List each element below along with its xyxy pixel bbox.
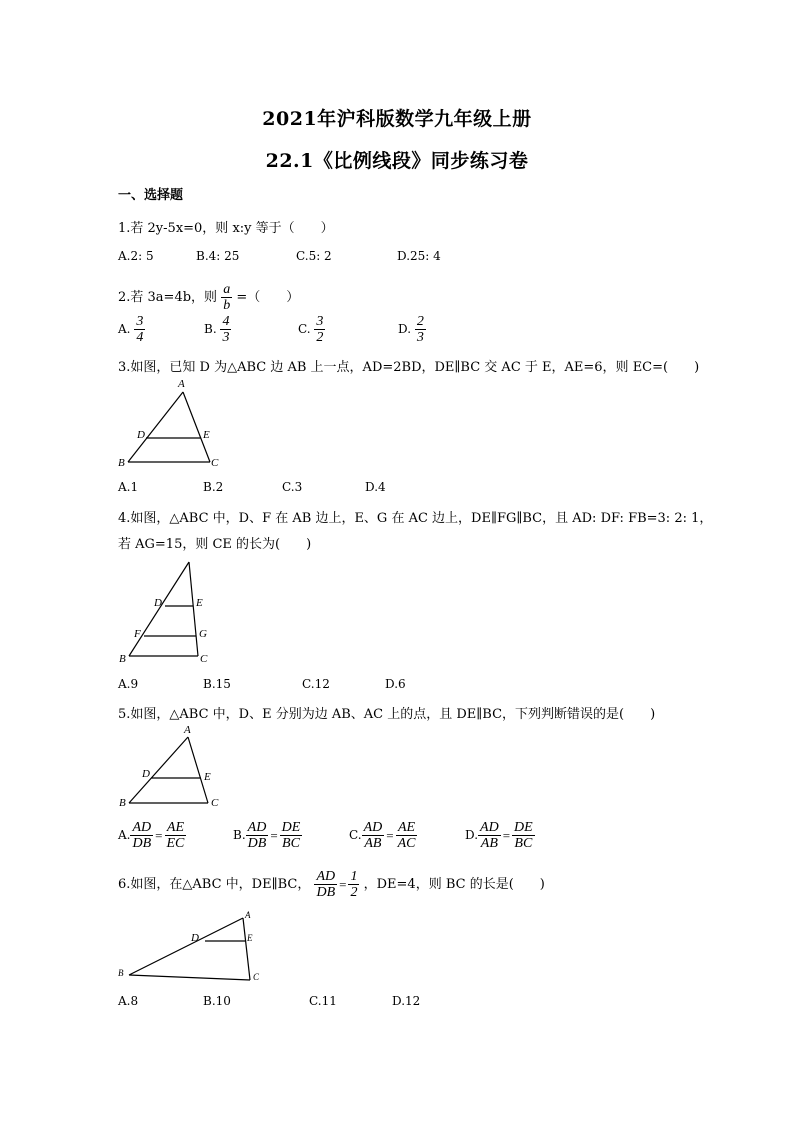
q6-option-a: A.8 xyxy=(118,994,139,1008)
fraction-denominator: AC xyxy=(397,836,416,851)
section-heading: 一、选择题 xyxy=(118,188,184,203)
vertex-label-a: A xyxy=(178,378,185,390)
vertex-label-e: E xyxy=(196,597,203,609)
question-3-stem: 3.如图，已知 D 为△ABC 边 AB 上一点，AD=2BD，DE∥BC 交 AC 于 E，AE=6，则 EC=( ) xyxy=(118,360,700,375)
vertex-label-e: E xyxy=(247,933,253,943)
side-ac xyxy=(243,918,250,980)
fraction-numerator: AE xyxy=(165,820,187,836)
option-label: B. xyxy=(204,322,217,336)
fraction-denominator: 2 xyxy=(316,330,324,345)
question-4-stem-line1: 4.如图，△ABC 中，D、F 在 AB 边上，E、G 在 AC 边上，DE∥FG∥BC，且 AD: DF: FB=3: 2: 1， xyxy=(118,511,713,526)
vertex-label-b: B xyxy=(119,797,126,809)
q3-option-c: C.3 xyxy=(282,480,303,494)
fraction-numerator: AD xyxy=(247,820,267,835)
document-title: 2021年沪科版数学九年级上册 xyxy=(262,108,532,130)
vertex-label-d: D xyxy=(154,597,162,609)
vertex-label-d: D xyxy=(191,932,199,944)
fraction-numerator: AE xyxy=(396,820,418,836)
fraction-denominator: DB xyxy=(247,836,267,851)
vertex-label-e: E xyxy=(204,771,211,783)
q2-stem-text-end: =（ ） xyxy=(236,290,300,305)
q6-option-b: B.10 xyxy=(203,994,231,1008)
fraction-denominator: 3 xyxy=(222,330,230,345)
vertex-label-a: A xyxy=(245,910,251,920)
question-5-stem: 5.如图，△ABC 中，D、E 分别为边 AB、AC 上的点，且 DE∥BC，下列判断错误的是( ) xyxy=(118,707,656,722)
equals-sign: = xyxy=(155,827,163,843)
fraction-denominator: b xyxy=(223,298,231,313)
vertex-label-c: C xyxy=(253,972,260,982)
fraction-numerator: AD xyxy=(480,820,499,835)
option-label: B. xyxy=(233,828,246,842)
fraction-denominator: DB xyxy=(132,836,152,851)
vertex-label-b: B xyxy=(118,457,125,469)
fraction-numerator: 4 xyxy=(222,314,230,329)
option-label: C. xyxy=(298,322,311,336)
side-bc xyxy=(129,975,250,980)
vertex-label-c: C xyxy=(200,653,208,665)
vertex-label-c: C xyxy=(211,457,219,469)
fraction-numerator: DE xyxy=(514,820,533,835)
equals-sign: = xyxy=(386,827,394,843)
option-label: A. xyxy=(118,828,131,842)
question-1-stem: 1.若 2y-5x=0，则 x:y 等于（ ） xyxy=(118,221,334,236)
vertex-label-d: D xyxy=(137,429,145,441)
fraction-numerator: AD xyxy=(316,869,336,884)
q6-stem-text-end: ，DE=4，则 BC 的长是( ) xyxy=(363,877,545,892)
q4-option-d: D.6 xyxy=(385,677,406,691)
fraction-numerator: a xyxy=(223,282,231,297)
q3-option-a: A.1 xyxy=(118,480,139,494)
vertex-label-f: F xyxy=(134,628,141,640)
q1-option-d: D.25: 4 xyxy=(397,249,441,263)
side-ab xyxy=(129,918,243,975)
option-label: A. xyxy=(118,322,131,336)
option-label: C. xyxy=(349,828,362,842)
q3-option-b: B.2 xyxy=(203,480,224,494)
q1-option-b: B.4: 25 xyxy=(196,249,240,263)
document-subtitle: 22.1《比例线段》同步练习卷 xyxy=(265,150,529,172)
fraction-numerator: 3 xyxy=(316,314,324,329)
equals-sign: = xyxy=(339,876,347,892)
equals-sign: = xyxy=(502,827,511,843)
vertex-label-d: D xyxy=(142,768,150,780)
q4-option-c: C.12 xyxy=(302,677,330,691)
q1-option-c: C.5: 2 xyxy=(296,249,332,263)
fraction-numerator: 1 xyxy=(350,869,358,884)
fraction-denominator: DB xyxy=(316,885,336,900)
fraction-numerator: 3 xyxy=(136,314,144,329)
q6-stem-text: 6.如图，在△ABC 中，DE∥BC， xyxy=(118,877,311,892)
vertex-label-e: E xyxy=(203,429,210,441)
q6-option-c: C.11 xyxy=(309,994,337,1008)
fraction-denominator: 3 xyxy=(416,330,424,345)
fraction-numerator: DE xyxy=(281,820,301,835)
vertex-label-g: G xyxy=(199,628,207,640)
fraction-denominator: 4 xyxy=(136,330,144,345)
q2-stem-text: 2.若 3a=4b，则 xyxy=(118,290,218,305)
fraction-numerator: AD xyxy=(132,820,152,835)
fraction-denominator: EC xyxy=(166,836,185,851)
q4-option-a: A.9 xyxy=(118,677,139,691)
q3-option-d: D.4 xyxy=(365,480,386,494)
q1-option-a: A.2: 5 xyxy=(118,249,154,263)
q4-option-b: B.15 xyxy=(203,677,231,691)
option-label: D. xyxy=(398,322,412,336)
q6-option-d: D.12 xyxy=(392,994,421,1008)
fraction-denominator: AB xyxy=(364,836,382,851)
option-label: D. xyxy=(465,828,479,842)
fraction-denominator: BC xyxy=(282,836,300,851)
vertex-label-a: A xyxy=(184,724,191,736)
fraction-numerator: 2 xyxy=(416,314,424,329)
fraction-denominator: BC xyxy=(514,836,533,851)
equals-sign: = xyxy=(270,827,278,843)
fraction-denominator: 2 xyxy=(350,885,358,900)
vertex-label-b: B xyxy=(119,653,126,665)
vertex-label-c: C xyxy=(211,797,219,809)
fraction-numerator: AD xyxy=(363,820,383,835)
fraction-denominator: AB xyxy=(480,836,498,851)
question-4-stem-line2: 若 AG=15，则 CE 的长为( ) xyxy=(118,537,312,552)
vertex-label-b: B xyxy=(118,968,124,978)
